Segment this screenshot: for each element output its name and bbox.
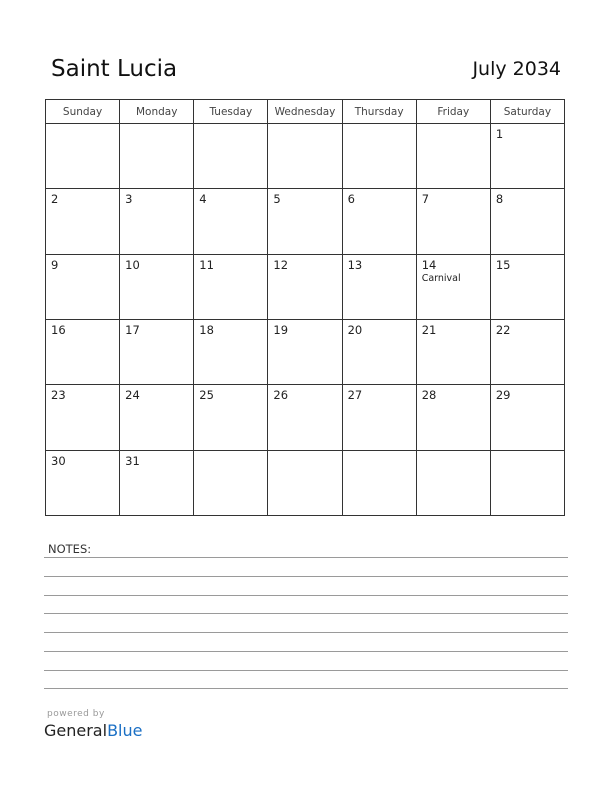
day-number bbox=[343, 124, 416, 128]
day-cell bbox=[120, 319, 194, 384]
day-cell bbox=[46, 189, 120, 254]
note-line bbox=[44, 613, 568, 614]
calendar-month: July 2034 bbox=[472, 58, 561, 80]
day-cell bbox=[194, 189, 268, 254]
weekday-header-row bbox=[46, 100, 565, 124]
day-number: 24 bbox=[125, 388, 140, 403]
day-cell bbox=[120, 189, 194, 254]
weekday-header: Monday bbox=[120, 100, 194, 124]
day-cell bbox=[120, 254, 194, 319]
day-number bbox=[417, 451, 490, 455]
day-cell bbox=[416, 319, 490, 384]
day-number: 19 bbox=[273, 322, 289, 337]
day-cell bbox=[416, 254, 490, 319]
day-number: 25 bbox=[199, 388, 214, 403]
day-number: 21 bbox=[421, 322, 437, 337]
day-number: 17 bbox=[125, 322, 140, 337]
day-cell bbox=[416, 124, 490, 189]
day-cell bbox=[268, 450, 342, 515]
notes-label: NOTES: bbox=[48, 542, 92, 556]
day-number bbox=[46, 124, 119, 128]
day-cell bbox=[46, 254, 120, 319]
day-number: 9 bbox=[51, 257, 59, 272]
note-line bbox=[44, 651, 568, 652]
day-number bbox=[120, 124, 193, 128]
day-number: 15 bbox=[495, 257, 511, 272]
day-cell bbox=[342, 124, 416, 189]
day-cell bbox=[46, 319, 120, 384]
day-number bbox=[268, 451, 341, 455]
day-cell bbox=[416, 189, 490, 254]
note-line bbox=[44, 595, 568, 596]
week-row bbox=[46, 385, 565, 450]
day-cell bbox=[490, 189, 564, 254]
day-number: 13 bbox=[347, 257, 363, 272]
day-cell bbox=[194, 450, 268, 515]
day-cell bbox=[490, 450, 564, 515]
day-number: 11 bbox=[199, 257, 214, 272]
day-cell bbox=[46, 450, 120, 515]
day-cell bbox=[268, 319, 342, 384]
generalblue-logo bbox=[44, 721, 142, 740]
weekday-header: Thursday bbox=[342, 100, 416, 124]
day-cell bbox=[194, 385, 268, 450]
logo-text-general: General bbox=[44, 721, 108, 740]
note-line bbox=[44, 670, 568, 671]
note-line bbox=[44, 557, 568, 558]
day-number: 20 bbox=[347, 322, 363, 337]
week-row bbox=[46, 319, 565, 384]
day-cell bbox=[268, 385, 342, 450]
day-number: 3 bbox=[125, 192, 133, 207]
day-number: 14 bbox=[421, 257, 437, 272]
week-row bbox=[46, 254, 565, 319]
day-cell bbox=[268, 254, 342, 319]
day-number: 7 bbox=[421, 192, 430, 207]
note-line bbox=[44, 688, 568, 689]
day-cell bbox=[342, 319, 416, 384]
day-cell bbox=[268, 189, 342, 254]
day-number: 22 bbox=[495, 322, 511, 337]
day-cell bbox=[342, 254, 416, 319]
day-cell bbox=[46, 385, 120, 450]
day-cell bbox=[342, 189, 416, 254]
day-number: 31 bbox=[125, 453, 140, 468]
weekday-header: Sunday bbox=[46, 100, 120, 124]
day-cell bbox=[490, 319, 564, 384]
day-number: 4 bbox=[199, 192, 207, 207]
day-cell bbox=[416, 385, 490, 450]
day-number: 6 bbox=[347, 192, 355, 207]
calendar-grid bbox=[45, 99, 565, 516]
day-cell bbox=[194, 124, 268, 189]
day-number bbox=[491, 451, 564, 455]
day-number bbox=[194, 451, 267, 455]
day-number: 28 bbox=[421, 388, 437, 403]
day-number bbox=[194, 124, 267, 128]
weekday-header: Saturday bbox=[490, 100, 564, 124]
day-number: 18 bbox=[199, 322, 214, 337]
day-cell bbox=[490, 124, 564, 189]
day-number: 26 bbox=[273, 388, 289, 403]
day-cell bbox=[120, 385, 194, 450]
day-number bbox=[417, 124, 490, 128]
day-number: 27 bbox=[347, 388, 363, 403]
day-cell bbox=[194, 319, 268, 384]
holiday-label: Carnival bbox=[421, 272, 461, 284]
day-number: 29 bbox=[495, 388, 511, 403]
day-number: 8 bbox=[495, 192, 504, 207]
day-number: 10 bbox=[125, 257, 140, 272]
day-cell bbox=[194, 254, 268, 319]
logo-text-blue: Blue bbox=[107, 721, 143, 740]
day-cell bbox=[120, 124, 194, 189]
day-cell bbox=[342, 450, 416, 515]
day-number bbox=[343, 451, 416, 455]
day-number bbox=[268, 124, 341, 128]
note-line bbox=[44, 576, 568, 577]
day-number: 16 bbox=[51, 322, 66, 337]
week-row bbox=[46, 124, 565, 189]
day-cell bbox=[342, 385, 416, 450]
week-row bbox=[46, 189, 565, 254]
day-number: 23 bbox=[51, 388, 66, 403]
day-number: 30 bbox=[51, 453, 66, 468]
day-cell bbox=[268, 124, 342, 189]
day-cell bbox=[490, 254, 564, 319]
day-number: 12 bbox=[273, 257, 289, 272]
day-cell bbox=[490, 385, 564, 450]
day-cell bbox=[46, 124, 120, 189]
weekday-header: Wednesday bbox=[268, 100, 342, 124]
day-number: 5 bbox=[273, 192, 281, 207]
weekday-header: Friday bbox=[416, 100, 490, 124]
calendar-title: Saint Lucia bbox=[51, 56, 178, 82]
week-row bbox=[46, 450, 565, 515]
day-cell bbox=[120, 450, 194, 515]
weekday-header: Tuesday bbox=[194, 100, 268, 124]
day-number: 1 bbox=[495, 127, 504, 141]
note-line bbox=[44, 632, 568, 633]
day-number: 2 bbox=[51, 192, 59, 207]
powered-by-text: powered by bbox=[47, 709, 105, 719]
day-cell bbox=[416, 450, 490, 515]
